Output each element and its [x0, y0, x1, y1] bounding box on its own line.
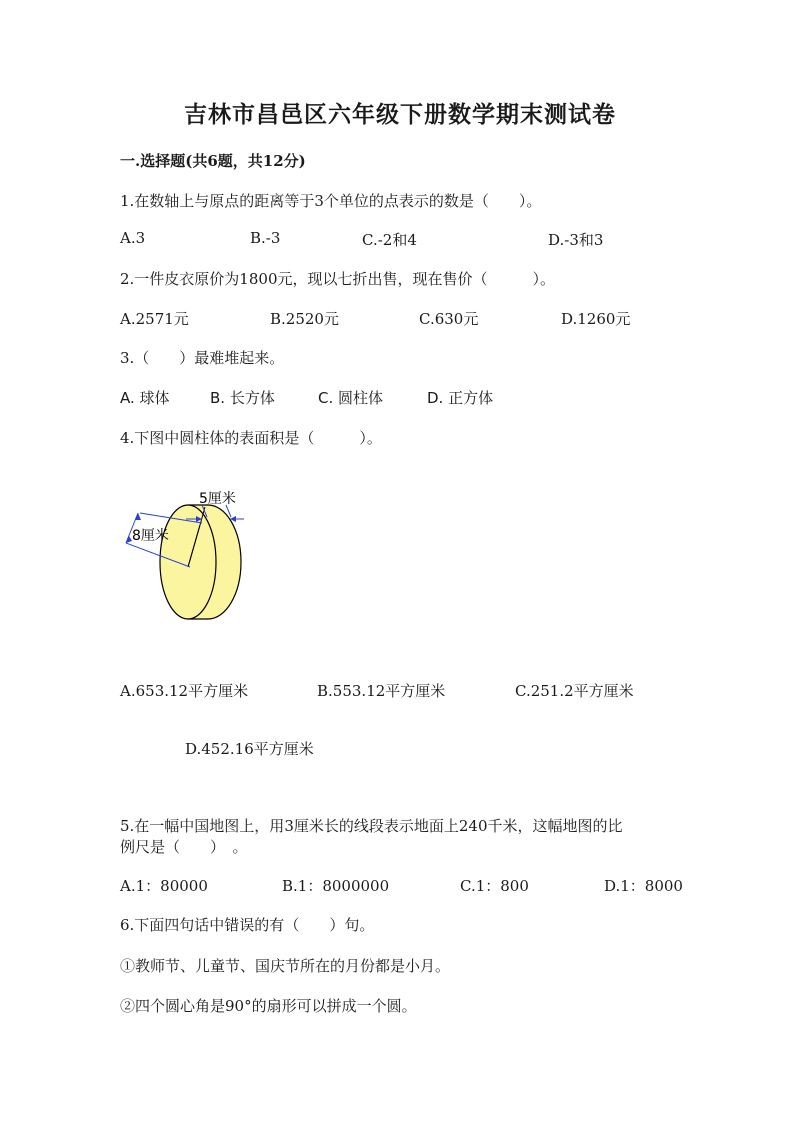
question-4-text: 4.下图中圆柱体的表面积是（ ）。	[120, 429, 382, 447]
q2-option-a: A.2571元	[120, 310, 189, 328]
q3-option-a: A. 球体	[120, 389, 170, 407]
section-heading: 一.选择题(共6题，共12分)	[120, 152, 306, 170]
q2-option-c: C.630元	[419, 310, 479, 328]
q3-option-c: C. 圆柱体	[318, 389, 384, 407]
question-5-text-line1: 5.在一幅中国地图上，用3厘米长的线段表示地面上240千米，这幅地图的比	[120, 817, 623, 835]
question-6-text: 6.下面四句话中错误的有（ ）句。	[120, 916, 375, 934]
q2-option-b: B.2520元	[270, 310, 339, 328]
q6-statement-2: ②四个圆心角是90°的扇形可以拼成一个圆。	[120, 997, 417, 1015]
q3-option-b: B. 长方体	[210, 389, 275, 407]
q4-option-d: D.452.16平方厘米	[185, 740, 314, 758]
label-height: 5厘米	[199, 491, 236, 507]
q5-option-b: B.1：8000000	[282, 877, 390, 895]
label-radius: 8厘米	[132, 528, 169, 544]
page-title: 吉林市昌邑区六年级下册数学期末测试卷	[184, 101, 616, 128]
q1-option-a: A.3	[120, 229, 146, 247]
q1-option-c: C.-2和4	[362, 231, 417, 249]
q1-option-d: D.-3和3	[548, 231, 604, 249]
q5-option-c: C.1：800	[460, 877, 529, 895]
question-3-text: 3.（ ）最难堆起来。	[120, 349, 285, 367]
q5-option-a: A.1：80000	[120, 877, 208, 895]
q5-option-d: D.1：8000	[604, 877, 683, 895]
q4-option-c: C.251.2平方厘米	[515, 682, 634, 700]
q3-option-d: D. 正方体	[427, 389, 494, 407]
question-2-text: 2.一件皮衣原价为1800元，现以七折出售，现在售价（ ）。	[120, 270, 555, 288]
cylinder-figure	[118, 485, 258, 635]
q4-option-a: A.653.12平方厘米	[120, 682, 249, 700]
q2-option-d: D.1260元	[561, 310, 631, 328]
q1-option-b: B.-3	[250, 229, 281, 247]
q6-statement-1: ①教师节、儿童节、国庆节所在的月份都是小月。	[120, 957, 451, 975]
question-5-text-line2: 例尺是（ ） 。	[120, 838, 248, 856]
q4-option-b: B.553.12平方厘米	[317, 682, 446, 700]
cylinder-front-face	[160, 505, 216, 619]
question-1-text: 1.在数轴上与原点的距离等于3个单位的点表示的数是（ ）。	[120, 192, 542, 210]
